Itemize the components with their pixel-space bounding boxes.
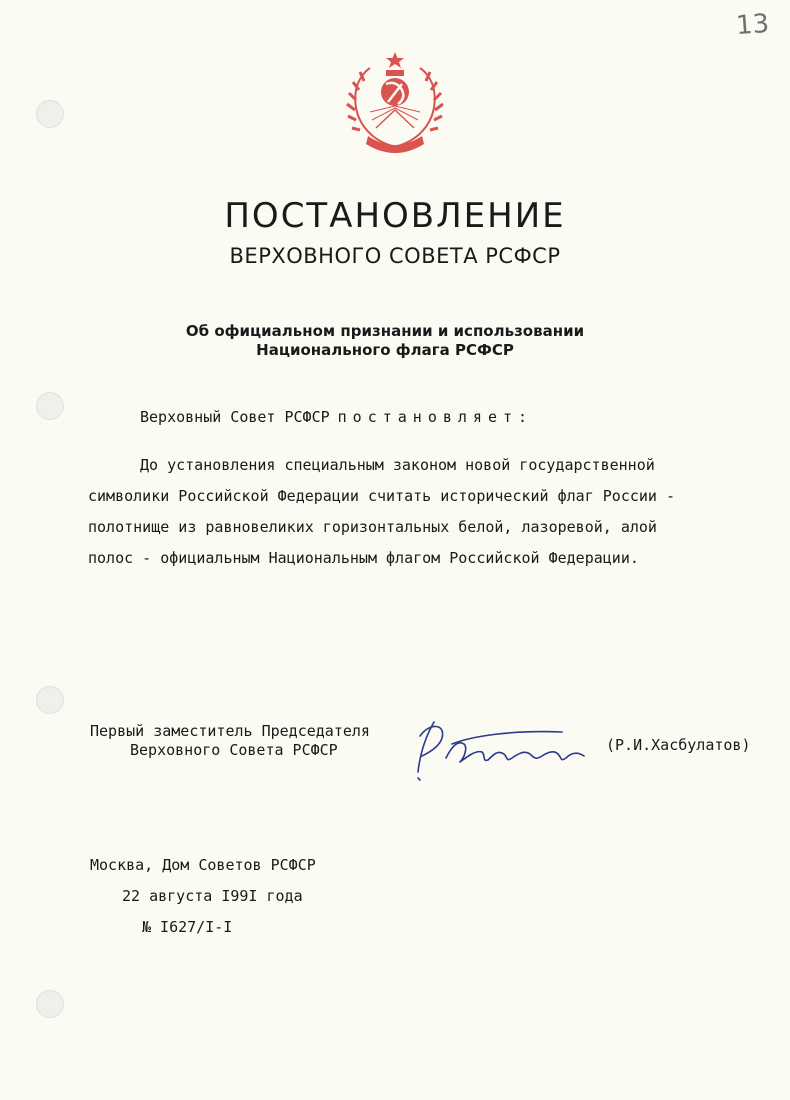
page-number: 13 <box>734 8 771 42</box>
rsfsr-emblem-icon <box>346 50 444 158</box>
subject-line: Об официальном признании и использовании <box>185 322 585 340</box>
document-date: 22 августа I99I года <box>122 887 303 905</box>
signatory-title-line: Верховного Совета РСФСР <box>130 741 338 759</box>
body-line: До установления специальным законом новой государственной <box>140 456 655 474</box>
punch-hole <box>36 990 64 1018</box>
signatory-title-line: Первый заместитель Председателя <box>90 722 370 740</box>
signer-name: (Р.И.Хасбулатов) <box>606 736 751 754</box>
handwritten-signature-icon <box>412 716 592 786</box>
document-type-title: ПОСТАНОВЛЕНИЕ <box>224 196 566 236</box>
preamble-verb: постановляет: <box>337 408 534 426</box>
place-location: Москва, Дом Советов РСФСР <box>90 856 316 874</box>
punch-hole <box>36 100 64 128</box>
punch-hole <box>36 686 64 714</box>
place-and-date <box>90 850 316 943</box>
body-line: полотнище из равновеликих горизонтальных белой, лазоревой, алой <box>88 518 657 536</box>
issuer-title: ВЕРХОВНОГО СОВЕТА РСФСР <box>229 244 561 268</box>
document-subject <box>0 322 770 360</box>
body-text <box>88 450 708 574</box>
subject-line: Национального флага РСФСР <box>256 341 514 359</box>
punch-hole <box>36 392 64 420</box>
preamble <box>140 408 533 426</box>
body-line: полос - официальным Национальным флагом Российской Федерации. <box>88 549 639 567</box>
preamble-subject: Верховный Совет РСФСР <box>140 408 330 426</box>
signatory-title <box>90 722 370 760</box>
document-number: № I627/I-I <box>142 918 233 936</box>
body-line: символики Российской Федерации считать исторический флаг России - <box>88 487 675 505</box>
